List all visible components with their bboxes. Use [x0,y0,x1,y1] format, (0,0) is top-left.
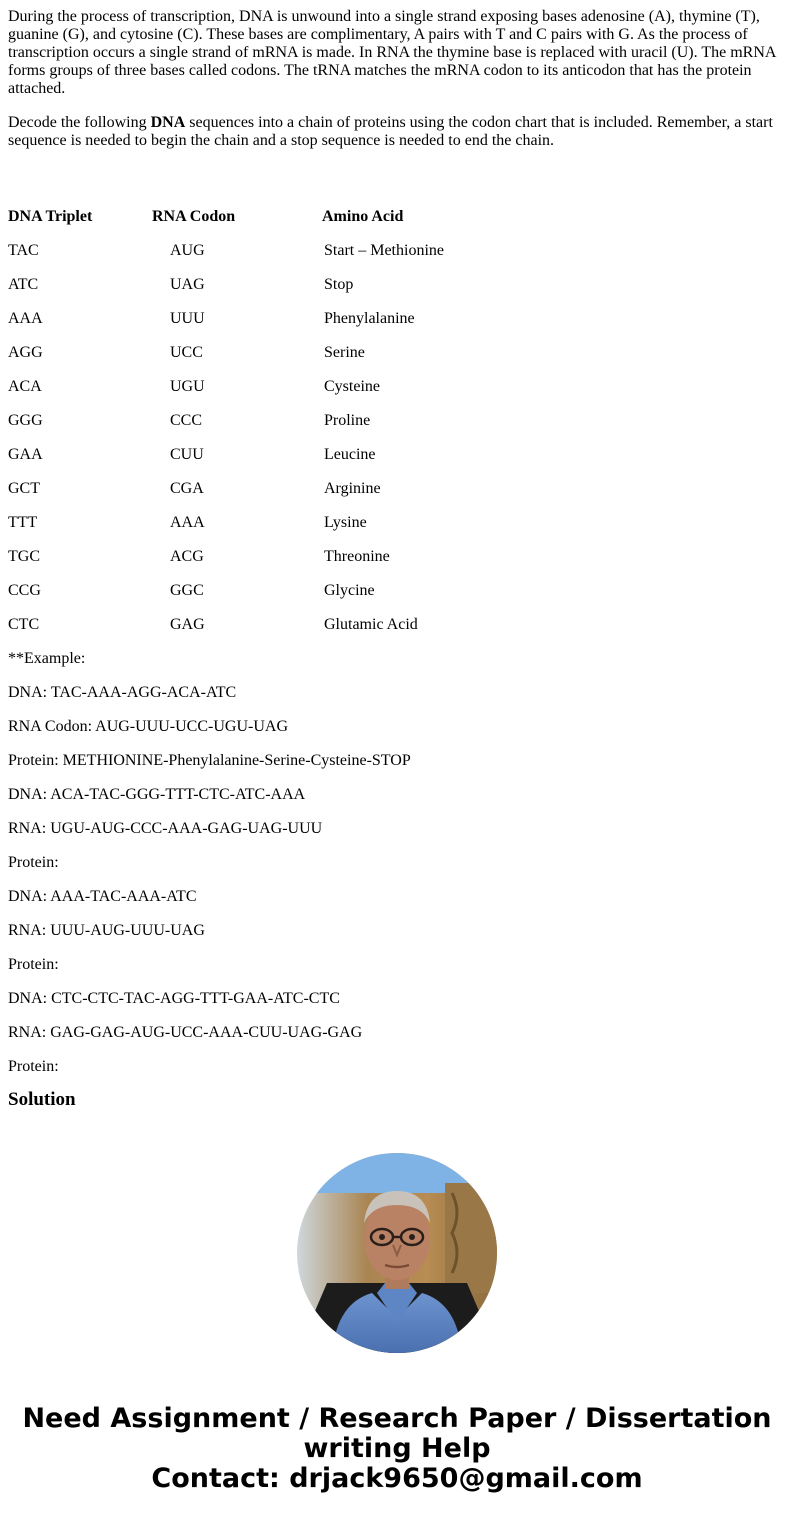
codon-row [8,506,786,540]
dna-triplet: AAA [8,310,43,327]
instructions-bold-dna: DNA [150,114,186,131]
rna-codon: GGC [170,582,204,599]
instructions-paragraph [8,114,786,150]
problem-protein: Protein: [8,854,59,871]
dna-triplet: TTT [8,514,38,531]
problem-protein: Protein: [8,956,59,973]
rna-codon: CGA [170,480,204,497]
dna-triplet: CTC [8,616,40,633]
rna-codon: UUU [170,310,205,327]
promo-banner [0,1404,794,1494]
header-rna-codon: RNA Codon [152,208,236,225]
amino-acid: Stop [324,276,354,293]
instructions-text-before: Decode the following [8,114,151,131]
amino-acid: Cysteine [324,378,380,395]
problem-2 [8,880,786,982]
amino-acid: Leucine [324,446,376,463]
amino-acid: Serine [324,344,365,361]
problem-3 [8,982,786,1084]
problem-1 [8,778,786,880]
dna-triplet: TGC [8,548,40,565]
dna-triplet: ATC [8,276,39,293]
problem-protein: Protein: [8,1058,59,1075]
codon-row [8,234,786,268]
dna-triplet: CCG [8,582,41,599]
author-photo [297,1153,497,1353]
problem-dna: DNA: AAA-TAC-AAA-ATC [8,888,197,905]
problem-dna: DNA: CTC-CTC-TAC-AGG-TTT-GAA-ATC-CTC [8,990,340,1007]
rna-codon: UGU [170,378,205,395]
dna-triplet: TAC [8,242,39,259]
document-body [8,8,786,1112]
header-amino-acid: Amino Acid [322,208,404,225]
example-label: **Example: [8,650,86,667]
problem-rna: RNA: UUU-AUG-UUU-UAG [8,922,205,939]
problem-rna: RNA: GAG-GAG-AUG-UCC-AAA-CUU-UAG-GAG [8,1024,363,1041]
codon-chart [8,200,786,642]
codon-row [8,370,786,404]
rna-codon: GAG [170,616,205,633]
header-dna-triplet: DNA Triplet [8,208,93,225]
codon-row [8,438,786,472]
amino-acid: Proline [324,412,371,429]
rna-codon: ACG [170,548,204,565]
example-protein: Protein: METHIONINE-Phenylalanine-Serine-Cysteine-STOP [8,752,411,769]
amino-acid: Start – Methionine [324,242,444,259]
amino-acid: Glutamic Acid [324,616,418,633]
dna-triplet: GAA [8,446,43,463]
promo-line-2: writing Help [303,1433,491,1464]
example-rna: RNA Codon: AUG-UUU-UCC-UGU-UAG [8,718,288,735]
codon-chart-header [8,200,786,234]
example-dna: DNA: TAC-AAA-AGG-ACA-ATC [8,684,237,701]
amino-acid: Threonine [324,548,390,565]
rna-codon: UAG [170,276,205,293]
problem-rna: RNA: UGU-AUG-CCC-AAA-GAG-UAG-UUU [8,820,323,837]
problem-dna: DNA: ACA-TAC-GGG-TTT-CTC-ATC-AAA [8,786,306,803]
codon-row [8,608,786,642]
rna-codon: CUU [170,446,204,463]
codon-row [8,268,786,302]
dna-triplet: GCT [8,480,40,497]
codon-row [8,302,786,336]
promo-line-1: Need Assignment / Research Paper / Dissertation [22,1403,772,1434]
author-photo-image [297,1153,497,1353]
instructions-text-after: sequences into a chain of proteins using the codon chart that is included. Remember, a start sequence is needed to begin the chain and a stop sequence is needed to end the chain. [8,114,773,149]
amino-acid: Lysine [324,514,367,531]
amino-acid: Glycine [324,582,375,599]
dna-triplet: AGG [8,344,43,361]
codon-row [8,540,786,574]
amino-acid: Arginine [324,480,381,497]
codon-row [8,404,786,438]
codon-row [8,472,786,506]
example-section [8,642,786,778]
solution-heading: Solution [8,1089,76,1110]
rna-codon: AUG [170,242,205,259]
rna-codon: AAA [170,514,205,531]
codon-row [8,574,786,608]
dna-triplet: ACA [8,378,42,395]
promo-contact: Contact: drjack9650@gmail.com [151,1463,643,1494]
rna-codon: CCC [170,412,203,429]
amino-acid: Phenylalanine [324,310,415,327]
dna-triplet: GGG [8,412,43,429]
rna-codon: UCC [170,344,203,361]
intro-paragraph: During the process of transcription, DNA is unwound into a single strand exposing bases adenosine (A), thymine (T), guanine (G), and cytosine (C). These bases are complimentary, A pairs with T and C pairs with G. As the process of transcription occurs a single strand of mRNA is made. In RNA the thymine base is replaced with uracil (U). The mRNA forms groups of three bases called codons. The tRNA matches the mRNA codon to its anticodon that has the protein attached. [8,8,776,97]
codon-row [8,336,786,370]
